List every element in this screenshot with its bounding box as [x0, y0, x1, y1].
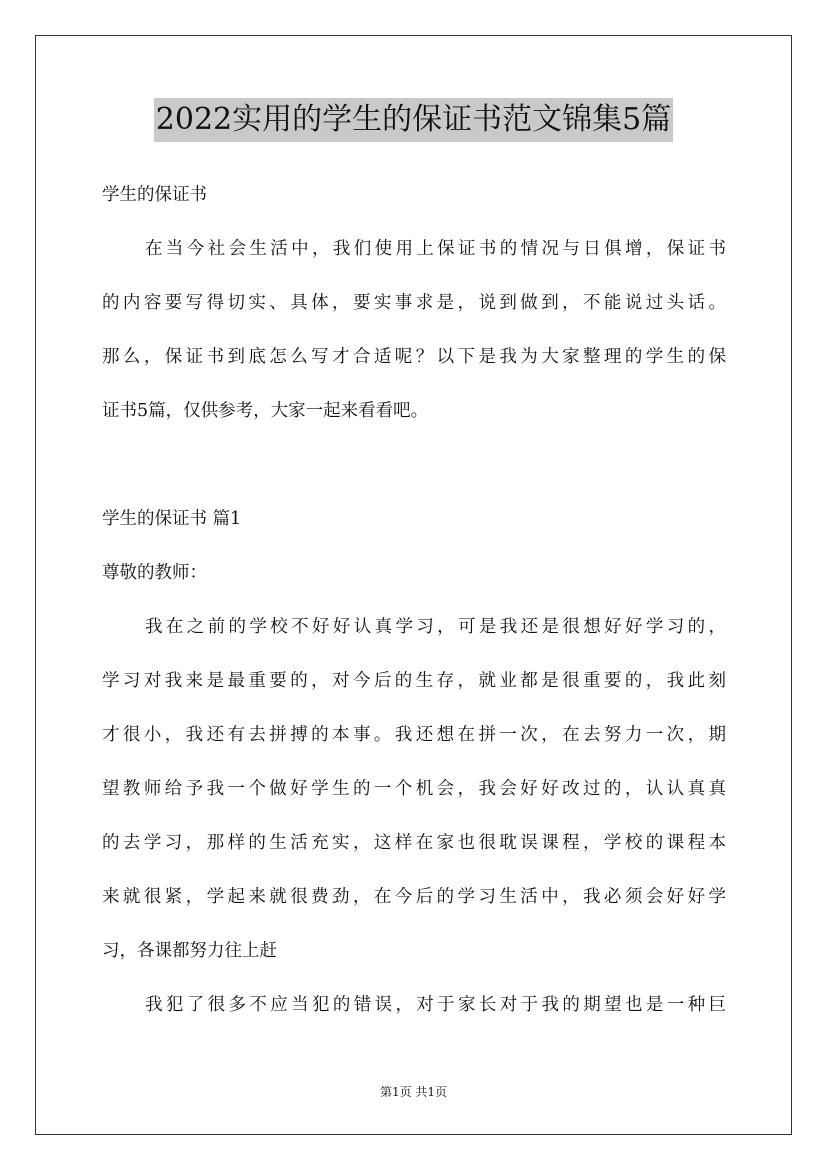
intro-heading: 学生的保证书	[102, 185, 207, 205]
section-heading: 学生的保证书 篇1	[102, 509, 242, 529]
paragraph1-line-5: 的去学习，那样的生活充实，这样在家也很耽误课程，学校的课程本	[102, 833, 726, 853]
intro-line-2: 的内容要写得切实、具体，要实事求是，说到做到，不能说过头话。	[102, 293, 726, 313]
salutation: 尊敬的教师：	[102, 563, 207, 583]
intro-line-3: 那么，保证书到底怎么写才合适呢？以下是我为大家整理的学生的保	[102, 347, 726, 367]
paragraph1-line-4: 望教师给予我一个做好学生的一个机会，我会好好改过的，认认真真	[102, 779, 726, 799]
intro-line-1: 在当今社会生活中，我们使用上保证书的情况与日俱增，保证书	[145, 239, 726, 259]
paragraph1-line-6: 来就很紧，学起来就很费劲，在今后的学习生活中，我必须会好好学	[102, 887, 726, 907]
paragraph1-line-3: 才很小，我还有去拼搏的本事。我还想在拼一次，在去努力一次，期	[102, 725, 726, 745]
title-container	[0, 98, 827, 142]
paragraph1-line-2: 学习对我来是最重要的，对今后的生存，就业都是很重要的，我此刻	[102, 671, 726, 691]
paragraph1-line-1: 我在之前的学校不好好认真学习，可是我还是很想好好学习的，	[145, 617, 726, 637]
page-footer: 第1页 共1页	[379, 1085, 448, 1099]
paragraph1-line-7: 习，各课都努力往上赶	[102, 941, 277, 961]
paragraph2-line-1: 我犯了很多不应当犯的错误，对于家长对于我的期望也是一种巨	[145, 995, 726, 1015]
intro-line-4: 证书5篇，仅供参考，大家一起来看看吧。	[102, 401, 429, 421]
document-title: 2022实用的学生的保证书范文锦集5篇	[154, 98, 673, 142]
